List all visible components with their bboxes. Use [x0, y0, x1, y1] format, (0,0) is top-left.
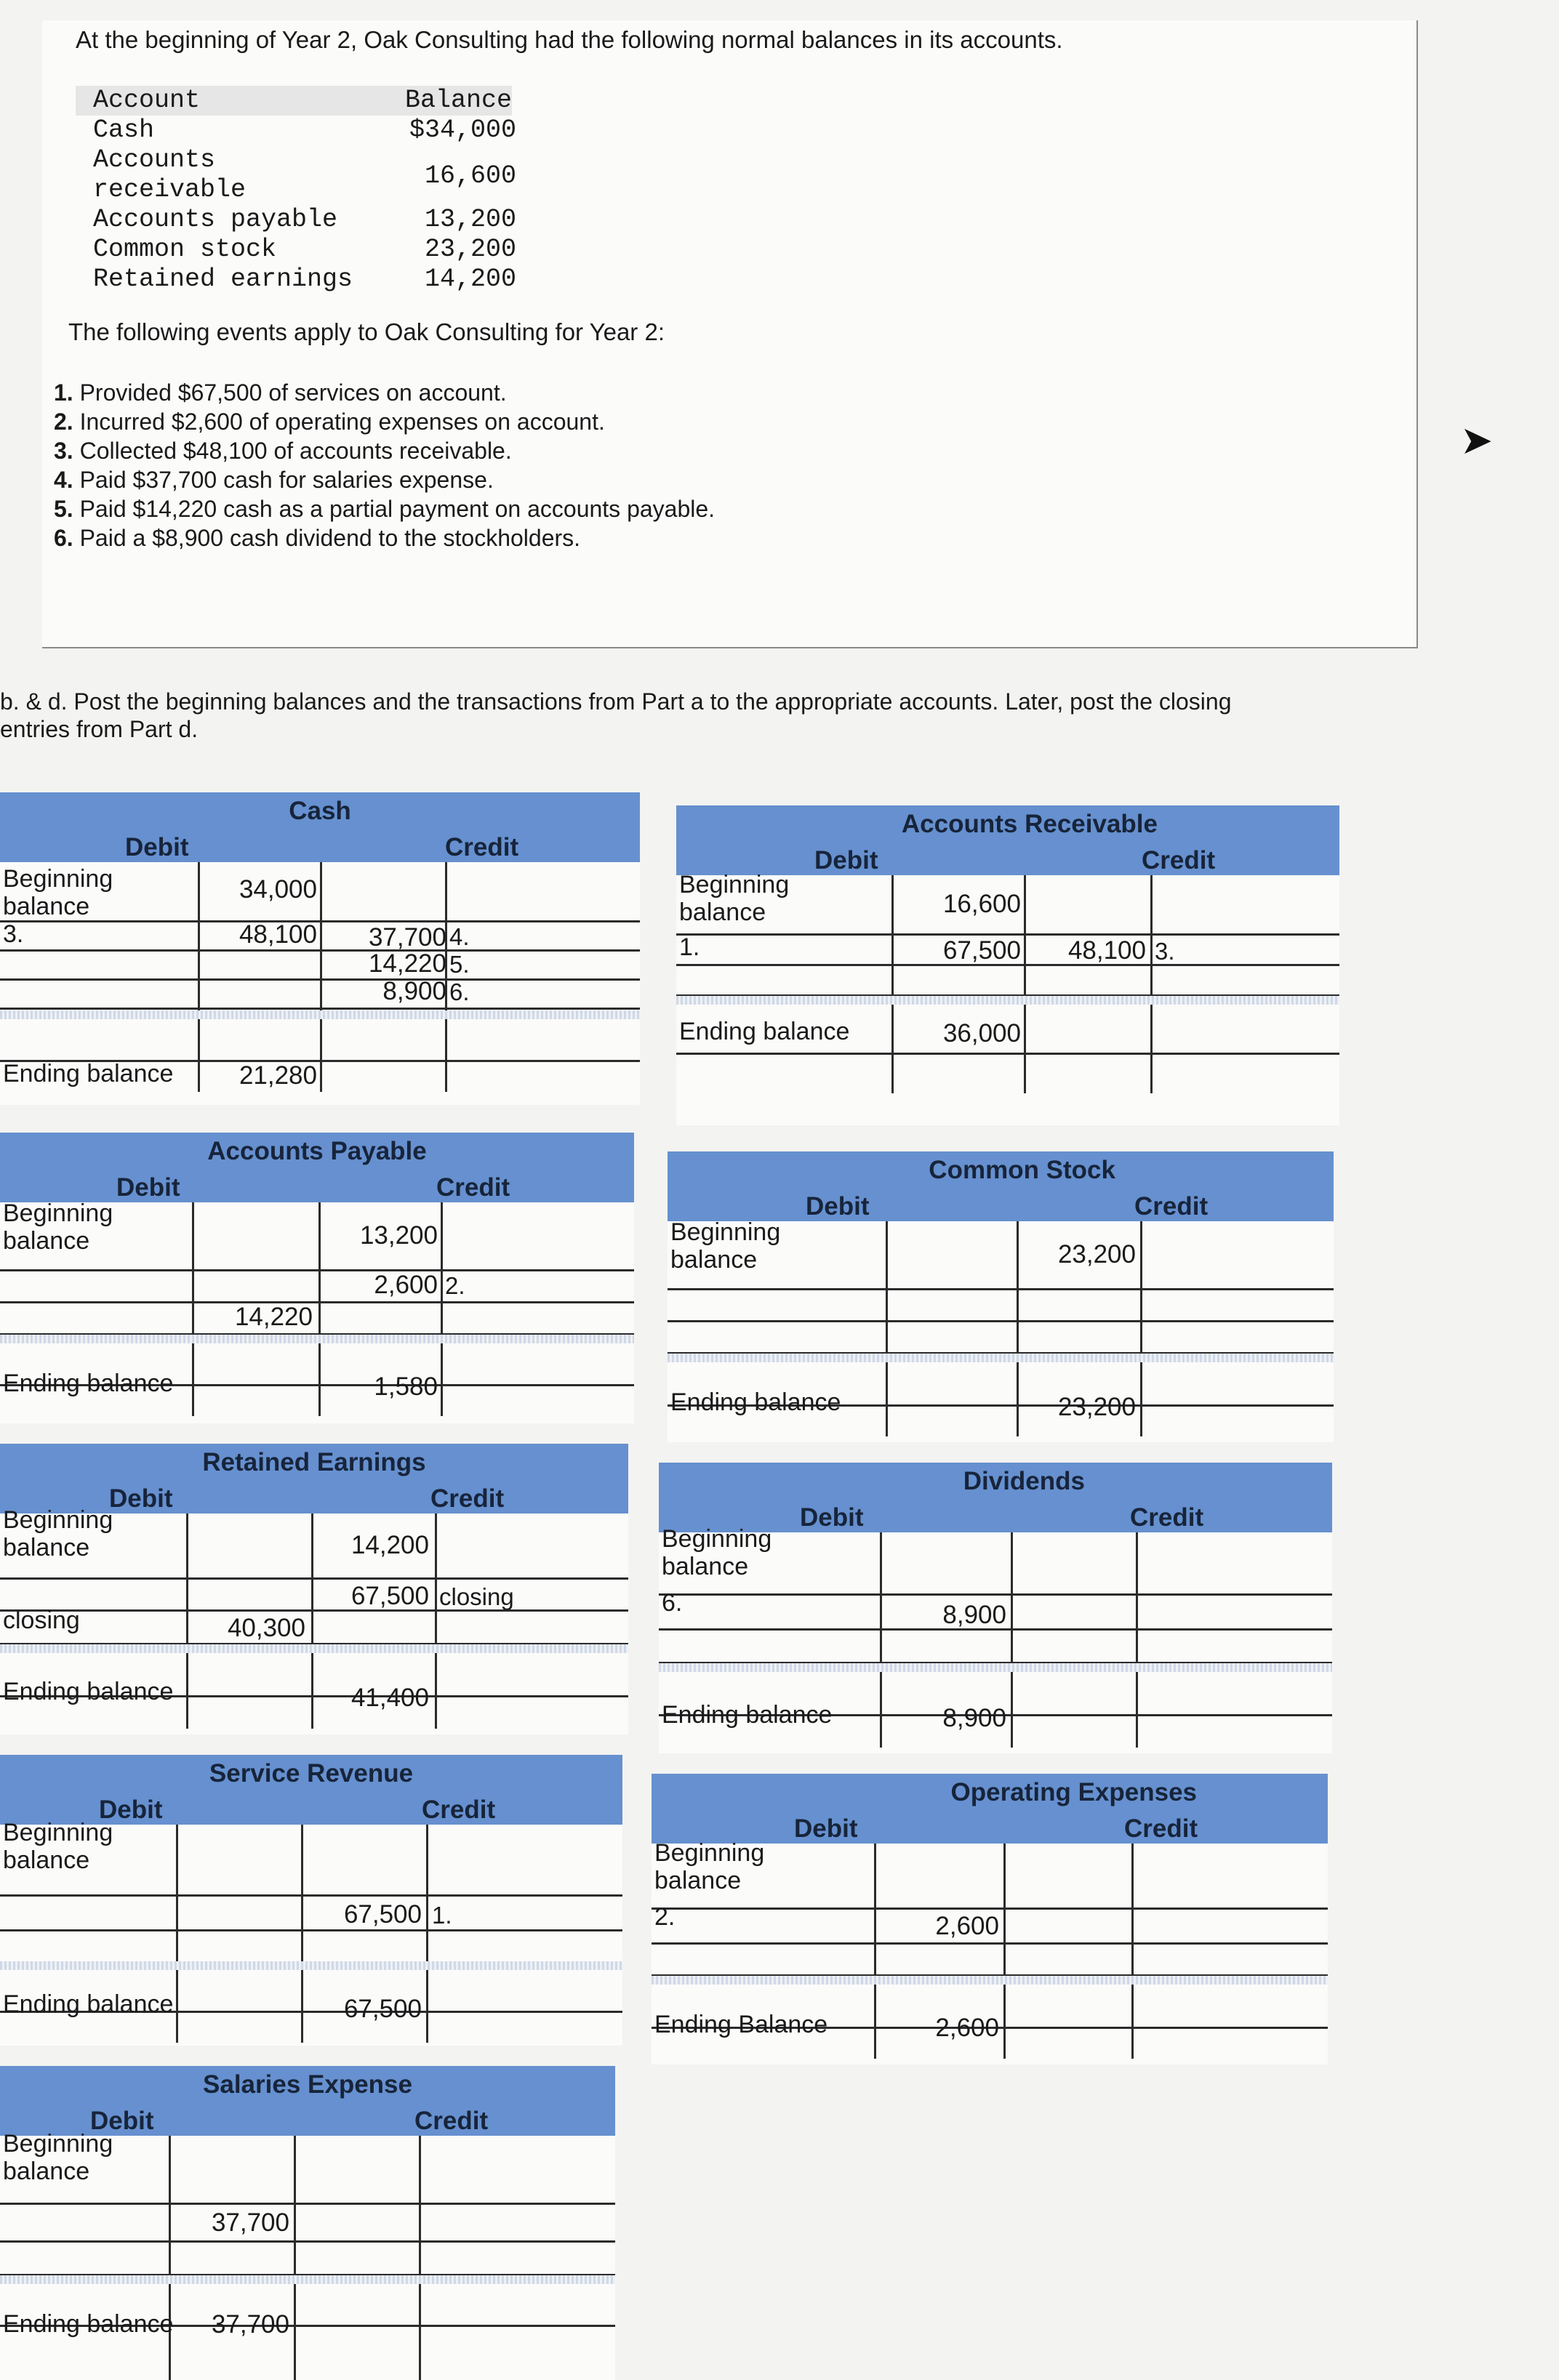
debit-credit-header [0, 830, 640, 862]
ending-balance-label: Ending balance [3, 1678, 174, 1705]
transaction-ref[interactable]: 3. [1155, 938, 1175, 965]
t-account-title: Service Revenue [0, 1755, 622, 1793]
ending-debit-amount[interactable]: 37,700 [211, 2310, 289, 2339]
beginning-balance-label [3, 1506, 113, 1561]
event-text: Incurred $2,600 of operating expenses on account. [79, 409, 605, 435]
table-row [668, 1320, 1334, 1354]
debit-label: Debit [116, 1173, 180, 1202]
t-account-accounts-payable [0, 1133, 634, 1423]
credit-amount[interactable]: 67,500 [350, 1582, 429, 1610]
divider [0, 2275, 615, 2284]
header-account: Account [76, 86, 390, 116]
credit-label: Credit [436, 1173, 510, 1202]
event-number: 1. [54, 379, 73, 406]
table-row [676, 964, 1339, 997]
account-balance: 23,200 [424, 235, 516, 264]
transaction-ref[interactable]: 1. [432, 1902, 452, 1929]
credit-amount[interactable]: 37,700 [368, 923, 446, 952]
t-account-title: Accounts Payable [0, 1133, 634, 1170]
beginning-balance-label [3, 865, 113, 920]
beginning-balance-label [3, 1199, 113, 1255]
table-row [76, 145, 516, 205]
event-text: Paid $14,220 cash as a partial payment on accounts payable. [79, 496, 716, 522]
ending-credit-amount[interactable]: 23,200 [1057, 1393, 1136, 1421]
divider [668, 1354, 1334, 1362]
problem-intro: At the beginning of Year 2, Oak Consulting had the following normal balances in its accounts. [76, 26, 1063, 53]
beginning-balance-label [3, 2130, 113, 2185]
ending-credit-amount[interactable]: 1,580 [374, 1372, 438, 1401]
list-item [54, 523, 715, 552]
instructions [0, 688, 1425, 743]
header-balance: Balance [390, 86, 512, 116]
mouse-cursor-icon: ➤ [1460, 419, 1494, 462]
label-text: Beginning [654, 1839, 765, 1867]
account-name: Common stock [93, 235, 277, 264]
t-account-accounts-receivable [676, 805, 1339, 1125]
label-text: Beginning [3, 2130, 113, 2158]
ending-balance-label: Ending balance [3, 1060, 174, 1088]
ending-credit-amount[interactable]: 41,400 [350, 1684, 429, 1712]
debit-label: Debit [814, 846, 878, 875]
label-text: balance [679, 898, 766, 926]
divider [0, 1644, 628, 1653]
divider [0, 1010, 640, 1019]
debit-label: Debit [90, 2107, 154, 2135]
table-row [0, 1894, 622, 1931]
t-account-title: Retained Earnings [0, 1444, 628, 1482]
table-row [76, 265, 516, 294]
debit-label: Debit [800, 1503, 864, 1532]
credit-amount[interactable]: 8,900 [382, 977, 446, 1005]
beginning-balance-label [670, 1218, 780, 1274]
ending-balance-label: Ending balance [662, 1701, 833, 1729]
debit-label: Debit [99, 1796, 163, 1824]
credit-amount[interactable]: 14,200 [350, 1531, 429, 1559]
debit-amount[interactable]: 34,000 [239, 875, 317, 904]
table-row [0, 2203, 615, 2243]
transaction-ref[interactable]: 2. [654, 1903, 676, 1931]
debit-amount[interactable]: 40,300 [227, 1614, 305, 1642]
ending-balance-label: Ending balance [3, 1370, 174, 1397]
ending-balance-label: Ending balance [670, 1388, 841, 1416]
account-name: Accounts payable [93, 205, 338, 234]
label-text: balance [3, 1534, 90, 1561]
account-balance: $34,000 [409, 116, 516, 145]
table-row [0, 1929, 622, 1963]
debit-credit-header [0, 1170, 634, 1202]
divider [676, 996, 1339, 1005]
table-row [76, 116, 516, 145]
label-text: Beginning [662, 1525, 772, 1553]
instructions-line-1: b. & d. Post the beginning balances and the transactions from Part a to the appropriate accounts. Later, post the closing [0, 688, 1232, 715]
debit-amount[interactable]: 14,220 [234, 1303, 313, 1331]
beginning-balance-label [679, 871, 789, 926]
table-row [76, 205, 516, 235]
table-row [0, 1609, 628, 1645]
debit-amount[interactable]: 48,100 [239, 920, 317, 949]
t-account-dividends [659, 1463, 1332, 1753]
t-account-retained-earnings [0, 1444, 628, 1734]
credit-label: Credit [422, 1796, 496, 1824]
credit-amount[interactable]: 14,220 [368, 949, 446, 978]
t-account-title: Cash [0, 792, 640, 830]
label-text: balance [662, 1553, 749, 1580]
account-balance: 16,600 [424, 161, 516, 190]
event-text: Paid $37,700 cash for salaries expense. [79, 467, 494, 493]
divider [0, 1961, 622, 1970]
beginning-balance-table [76, 86, 516, 294]
t-account-cash [0, 792, 640, 1105]
t-account-operating-expenses [652, 1774, 1328, 2065]
t-account-service-revenue [0, 1755, 622, 2046]
t-account-title: Salaries Expense [0, 2066, 615, 2104]
ending-balance-label: Ending balance [3, 2310, 174, 2338]
transaction-ref[interactable]: 4. [449, 923, 470, 950]
credit-amount[interactable]: 23,200 [1057, 1240, 1136, 1269]
t-account-title: Common Stock [668, 1151, 1334, 1189]
t-account-salaries-expense [0, 2066, 615, 2380]
transaction-ref[interactable]: 2. [445, 1272, 465, 1299]
credit-amount[interactable]: 48,100 [1067, 936, 1146, 965]
debit-label: Debit [125, 833, 189, 861]
transaction-ref[interactable]: 6. [662, 1589, 683, 1617]
list-item [54, 436, 715, 465]
credit-amount[interactable]: 2,600 [374, 1271, 438, 1299]
table-row [76, 235, 516, 265]
label-text: balance [3, 893, 90, 920]
divider [659, 1663, 1332, 1672]
event-number: 6. [54, 525, 73, 551]
debit-amount[interactable]: 2,600 [935, 1912, 999, 1940]
credit-label: Credit [1124, 1814, 1198, 1843]
table-row [0, 978, 640, 1010]
credit-label: Credit [430, 1484, 505, 1513]
label-text: balance [3, 1846, 90, 1874]
label-text: balance [654, 1867, 742, 1894]
ending-balance-label: Ending Balance [654, 2011, 828, 2038]
table-row [0, 1577, 628, 1612]
debit-amount[interactable]: 37,700 [211, 2208, 289, 2237]
event-text: Paid a $8,900 cash dividend to the stockholders. [79, 525, 581, 551]
table-row [659, 1628, 1332, 1664]
debit-label: Debit [794, 1814, 858, 1843]
t-account-title: Operating Expenses [652, 1774, 1328, 1812]
event-number: 3. [54, 438, 73, 464]
ending-debit-amount[interactable]: 2,600 [935, 2014, 999, 2042]
label-text: Beginning [3, 1506, 113, 1534]
table-row [0, 1019, 640, 1062]
events-intro: The following events apply to Oak Consulting for Year 2: [68, 318, 665, 345]
credit-label: Credit [1134, 1192, 1209, 1221]
credit-label: Credit [414, 2107, 489, 2135]
credit-amount[interactable]: 13,200 [359, 1221, 438, 1250]
debit-label: Debit [109, 1484, 173, 1513]
table-row [0, 920, 640, 952]
label-text: Beginning [3, 1819, 113, 1846]
label-text: balance [3, 2158, 90, 2185]
credit-label: Credit [445, 833, 519, 861]
account-balance: 14,200 [424, 265, 516, 294]
credit-label: Credit [1142, 846, 1216, 875]
table-row [0, 1301, 634, 1335]
ending-credit-amount[interactable]: 67,500 [343, 1995, 422, 2023]
table-row [0, 1269, 634, 1303]
table-row [668, 1288, 1334, 1322]
list-item [54, 407, 715, 436]
table-row [652, 1942, 1328, 1977]
beginning-balance-label [654, 1839, 764, 1894]
transaction-ref[interactable]: closing [439, 1583, 514, 1610]
transaction-ref[interactable]: 3. [3, 920, 24, 948]
t-account-title: Accounts Receivable [676, 805, 1339, 843]
credit-label: Credit [1130, 1503, 1204, 1532]
label-text: Beginning [679, 871, 790, 898]
label-text: Beginning [3, 1199, 113, 1227]
label-text: balance [670, 1246, 758, 1274]
divider [0, 1335, 634, 1343]
debit-label: Debit [806, 1192, 870, 1221]
instructions-line-2: entries from Part d. [0, 716, 199, 742]
credit-amount[interactable]: 67,500 [343, 1900, 422, 1929]
label-text: balance [3, 1227, 90, 1255]
transaction-ref[interactable]: closing [3, 1607, 80, 1634]
ending-debit-amount[interactable]: 21,280 [239, 1061, 317, 1090]
debit-amount[interactable]: 16,600 [942, 890, 1021, 918]
balance-table-header [76, 86, 512, 116]
transaction-ref[interactable]: 6. [449, 978, 470, 1005]
transaction-ref[interactable]: 5. [449, 951, 470, 978]
label-text: Beginning [670, 1218, 781, 1246]
t-account-title: Dividends [659, 1463, 1332, 1500]
list-item [54, 494, 715, 523]
account-balance: 13,200 [424, 205, 516, 234]
ending-balance-label: Ending balance [3, 1990, 174, 2018]
list-item [54, 465, 715, 494]
debit-amount[interactable]: 8,900 [942, 1601, 1006, 1629]
ending-debit-amount[interactable]: 8,900 [942, 1704, 1006, 1732]
event-text: Collected $48,100 of accounts receivable. [79, 438, 512, 464]
table-row [0, 949, 640, 981]
debit-credit-header [668, 1189, 1334, 1221]
account-name: Retained earnings [93, 265, 353, 294]
event-text: Provided $67,500 of services on account. [79, 379, 507, 406]
event-number: 4. [54, 467, 73, 493]
t-account-common-stock [668, 1151, 1334, 1442]
beginning-balance-label [662, 1525, 772, 1580]
ending-debit-amount[interactable]: 36,000 [942, 1019, 1021, 1048]
transaction-ref[interactable]: 1. [679, 933, 700, 961]
event-number: 5. [54, 496, 73, 522]
account-name: Cash [93, 116, 155, 145]
label-text: Beginning [3, 865, 113, 893]
events-list [54, 378, 715, 552]
debit-amount[interactable]: 67,500 [942, 936, 1021, 965]
beginning-balance-label [3, 1819, 113, 1874]
ending-balance-label: Ending balance [679, 1018, 850, 1045]
event-number: 2. [54, 409, 73, 435]
account-name: Accounts receivable [93, 145, 247, 204]
list-item [54, 378, 715, 407]
divider [652, 1976, 1328, 1985]
table-row [0, 2240, 615, 2276]
